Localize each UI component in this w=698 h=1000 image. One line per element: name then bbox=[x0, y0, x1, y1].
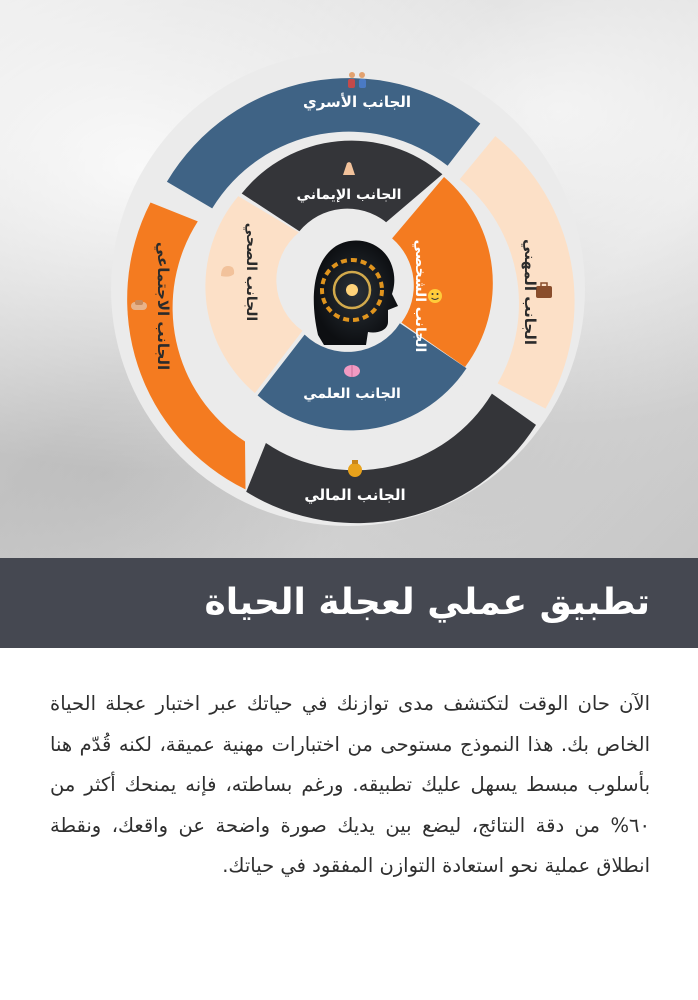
smiley-icon bbox=[428, 289, 442, 303]
label-scientific: الجانب العلمي bbox=[303, 386, 401, 402]
label-faith: الجانب الإيماني bbox=[296, 187, 402, 203]
label-financial: الجانب المالي bbox=[304, 486, 406, 504]
label-social: الجانب الاجتماعي bbox=[154, 241, 172, 371]
body-paragraph: الآن حان الوقت لتكتشف مدى توازنك في حياتك عبر اختبار عجلة الحياة الخاص بك. هذا النموذج مستوحى من اختبارات مهنية عميقة، لكنه قُدّم هنا بأسلوب مبسط يسهل عليك تطبيقه. ورغم بساطته، فإنه يمنحك أكثر من ٦٠% من دقة النتائج، ليضع بين يديك صورة واضحة عن واقعك، ونقطة انطلاق عملية نحو استعادة التوازن المفقود في حياتك. bbox=[50, 692, 650, 877]
label-professional: الجانب المهني bbox=[521, 239, 539, 345]
brain-icon bbox=[344, 365, 360, 377]
title-bar bbox=[0, 558, 698, 648]
page-title: تطبيق عملي لعجلة الحياة bbox=[204, 582, 650, 623]
label-family: الجانب الأسري bbox=[302, 93, 412, 111]
label-health: الجانب الصحي bbox=[243, 222, 259, 322]
label-personal: الجانب الشخصي bbox=[412, 239, 428, 353]
head-gear-icon bbox=[289, 226, 409, 346]
